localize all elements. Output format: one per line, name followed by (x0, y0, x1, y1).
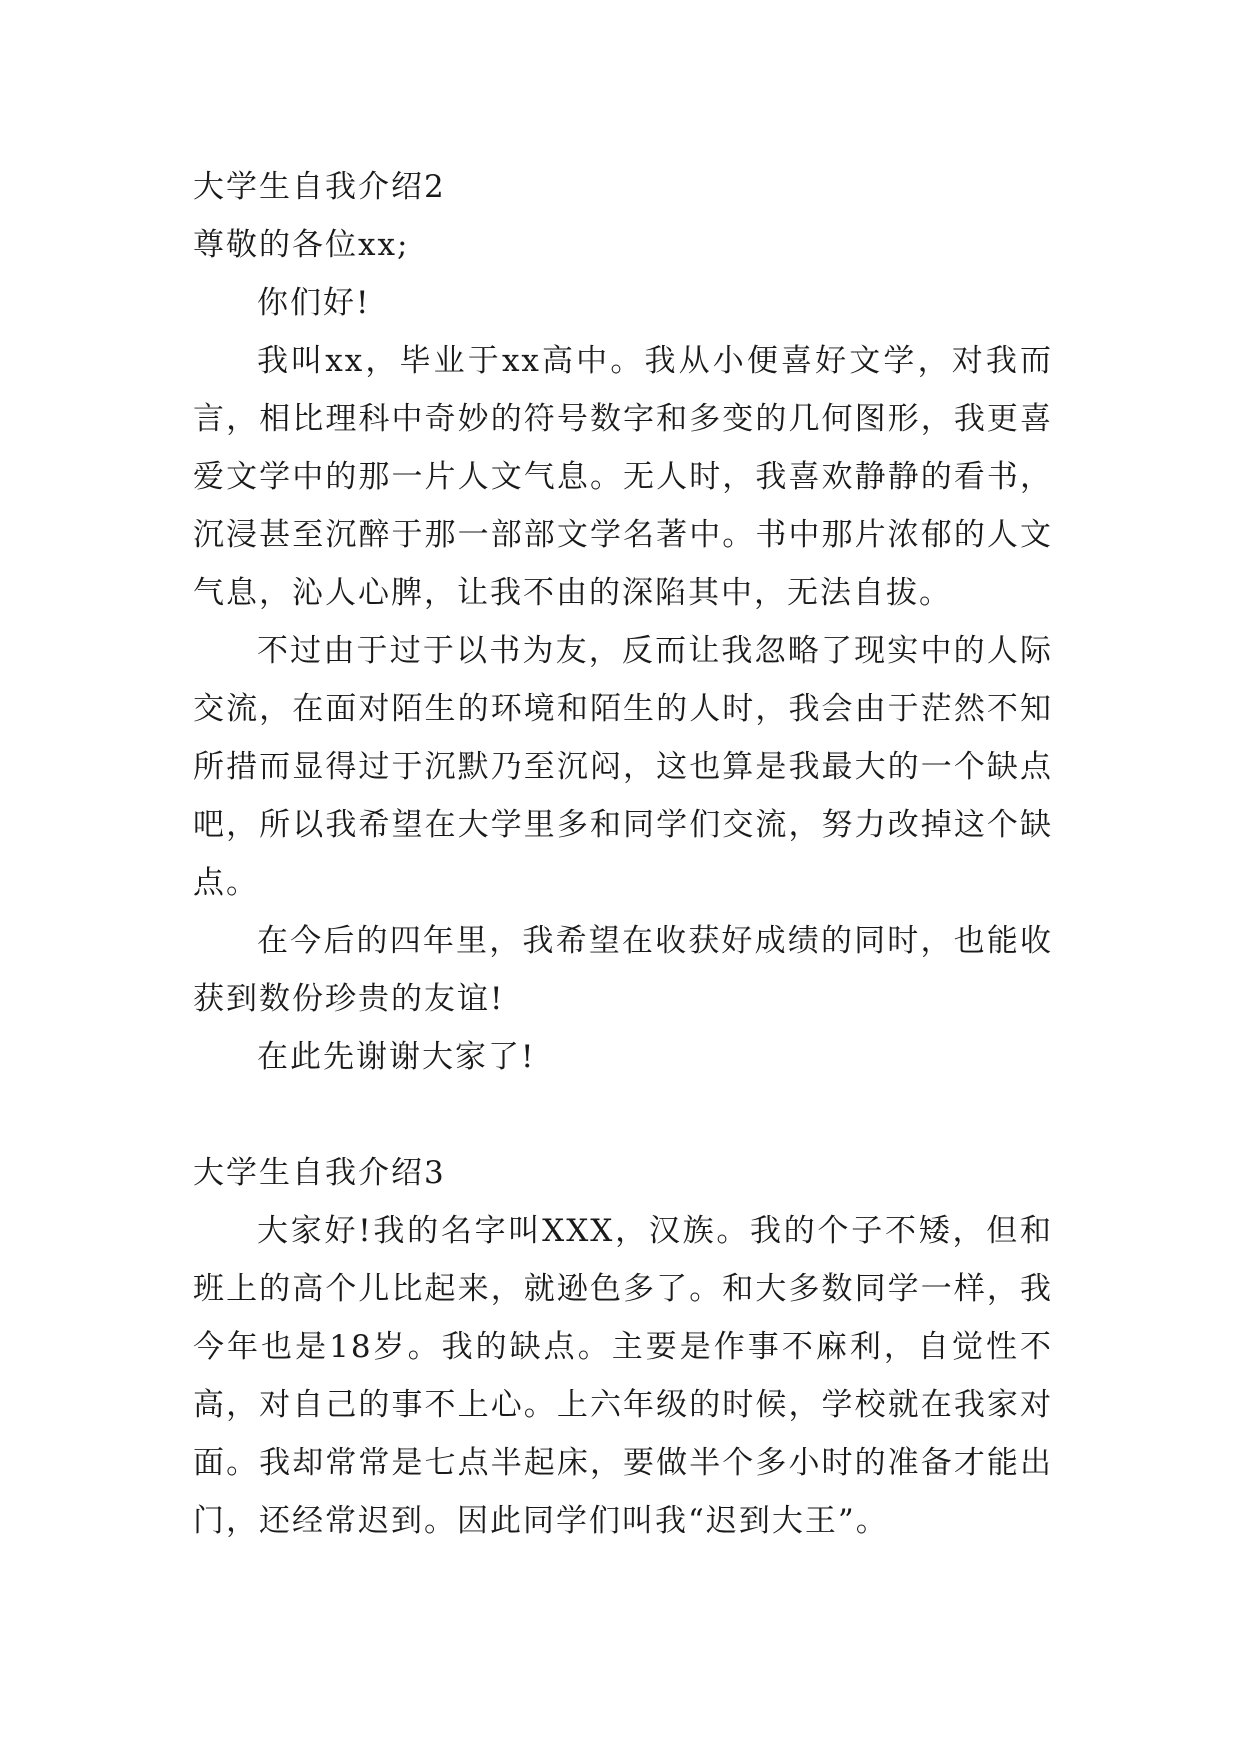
section-3-title: 大学生自我介绍3 (193, 1155, 446, 1191)
section-2-salutation: 尊敬的各位xx; (193, 227, 410, 263)
section-2-title: 大学生自我介绍2 (193, 169, 446, 205)
section-2-paragraph-weakness: 不过由于过于以书为友，反而让我忽略了现实中的人际交流，在面对陌生的环境和陌生的人时，我会由于茫然不知所措而显得过于沉默乃至沉闷，这也算是我最大的一个缺点吧，所以我希望在大学里多和同学们交流，努力改掉这个缺点。 (193, 633, 1053, 901)
section-2-paragraph-intro: 我叫xx，毕业于xx高中。我从小便喜好文学，对我而言，相比理科中奇妙的符号数字和多变的几何图形，我更喜爱文学中的那一片人文气息。无人时，我喜欢静静的看书，沉浸甚至沉醉于那一部部文学名著中。书中那片浓郁的人文气息，沁人心脾，让我不由的深陷其中，无法自拔。 (193, 343, 1053, 611)
section-2-paragraph-thanks: 在此先谢谢大家了! (257, 1039, 536, 1075)
section-gap (193, 1086, 1053, 1144)
document-body (193, 158, 1053, 1550)
section-2-paragraph-hope: 在今后的四年里，我希望在收获好成绩的同时，也能收获到数份珍贵的友谊! (193, 923, 1053, 1017)
section-3-paragraph-intro: 大家好!我的名字叫XXX，汉族。我的个子不矮，但和班上的高个儿比起来，就逊色多了。和大多数同学一样，我今年也是18岁。我的缺点。主要是作事不麻利，自觉性不高，对自己的事不上心。上六年级的时候，学校就在我家对面。我却常常是七点半起床，要做半个多小时的准备才能出门，还经常迟到。因此同学们叫我“迟到大王”。 (193, 1213, 1053, 1539)
section-2-paragraph-greeting: 你们好! (257, 285, 371, 321)
